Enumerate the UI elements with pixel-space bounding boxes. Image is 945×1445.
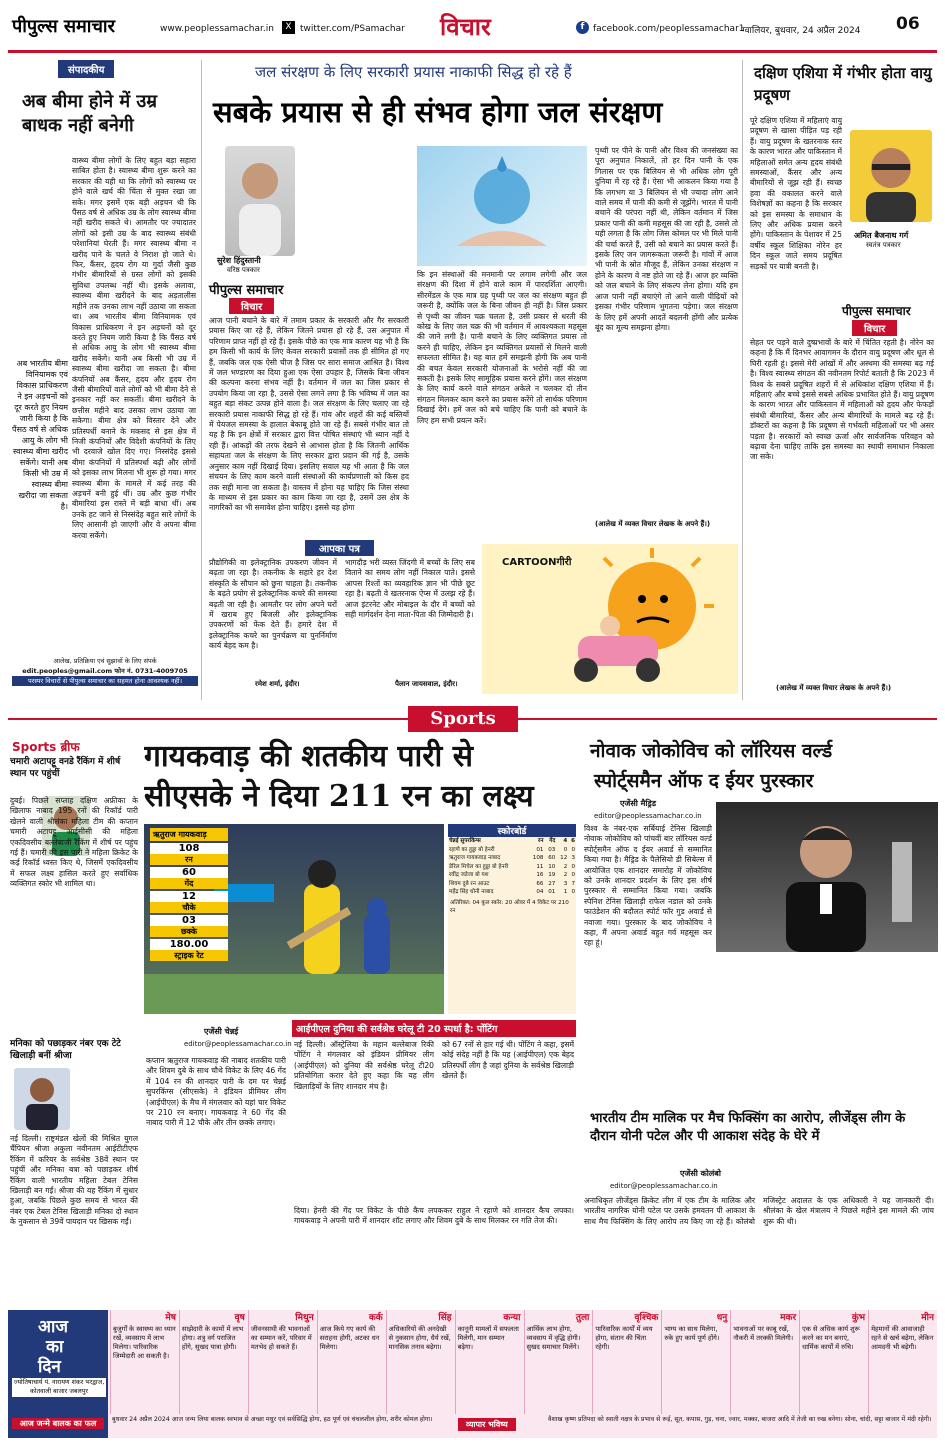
scoreboard-cell: ऋतुराज गायकवाड़ नाबाद (449, 855, 501, 861)
match-fixing-body: अनाधिकृत लीजेंड्स क्रिकेट लीग में एक टीम के मालिक और भारतीय नागरिक योनी पटेल पर उसके हमवतन पी आकाश के साथ मैच फिक्सिंग के लिए आरोप तय किए जा रहे हैं। कोलंबो मजिस्ट्रेट अदालत के एक अधिकारी ने यह जानकारी दी। श्रीलंका के खेल मंत्रालय ने पिछले महीने इस मामले की जांच शुरू की थी। (584, 1196, 934, 1226)
lead-col2: कि इन संस्थाओं की मनमानी पर लगाम लगेगी और जल संरक्षण की दिशा में होने वाले काम में पारदर्शिता आएगी। सीरमेंडल के एक मात्र ग्रह पृथ्वी पर जल का संरक्षण बहुत ही जरूरी है, क्योंकि जल के बिना जीवन ही नहीं है। जिस प्रकार से पृथ्वी का जीवन चक्र चलता है, उसी प्रकार से धरती की कोख के लिए जल चक्र की भी वर्तमान में आवश्यकता महसूस की जाने लगी है। पानी बचाने के लिए व्यक्तिगत प्रयास तो करने ही चाहिए, लेकिन इन व्यक्तिगत प्रयासों से मिलने वाली सफलता सीमित है। यह बात हमें समझनी होगी कि अब पानी की बचत केवल सरकारी योजनाओं के भरोसे नहीं की जा सकती है। इसके लिए सामूहिक प्रयास करने होंगे। जल संरक्षण के लिए कार्य करने वाले संगठन अकेले न चलकर दो तीन संगठन मिलकर काम करने का प्रयास करेंगे तो सार्थक परिणाम दिखाई देंगे। हमें जल को बचे चाहिए कि पानी को बचाने के लिए हम सभी प्रयत्न करें। (417, 270, 587, 425)
sports-byline: एजेंसी चेन्नई (204, 1027, 239, 1036)
match-fixing-byline: एजेंसी कोलंबो (680, 1169, 721, 1178)
sports-body-4: दिया। हेनरी की गेंद पर विकेट के पीछे कैच लपककर राहुल ने रहाणे को शानदार कैच लपका। गायकवाड़ ने अपनी पारी में शानदार शॉट लगाए और शिवम दुबे के साथ मिलकर रन गति तेज की। (294, 1206, 574, 1226)
djokovic-headline-1: नोवाक जोकोविच को लॉरियस वर्ल्ड (590, 740, 833, 762)
horoscope-sign-text: कानूनी मामलों में सफलता मिलेगी, मान सम्मान बढ़ेगा। (457, 1325, 519, 1351)
scoreboard-cell: 01 (548, 889, 556, 895)
sports-body-2: नई दिल्ली। ऑस्ट्रेलिया के महान बल्लेबाज रिकी पोंटिंग ने मंगलवार को इंडियन प्रीमियर लीग (आईपीएल) को दुनिया की सर्वश्रेष्ठ घरेलू टी20 प्रतियोगिता करार देते हुए कहा कि यह लीग खिलाड़ियों के लिए शानदार मंच है। (294, 1040, 434, 1091)
masthead-logo[interactable]: पीपुल्स समाचार (12, 16, 115, 37)
horoscope-sign-name: मकर (780, 1313, 797, 1323)
match-fixing-email[interactable]: editor@peoplessamachar.co.in (610, 1182, 718, 1190)
scoreboard-extra: अतिरिक्त: 04 कुल स्कोर: 20 ओवर में 4 विकेट पर 210 रन (450, 899, 569, 914)
water-hands-image (417, 146, 587, 266)
scoreboard-cell: गेंद (549, 838, 556, 844)
horoscope-footer: बुधवार 24 अप्रैल 2024 आज जन्म लिया बालक स्वभाव से अच्छा मधुर एवं सर्वसिद्धि होगा, हठ पूर्ण एवं चंचलशील होगा, शरीर कोमल होगा। (112, 1416, 433, 1423)
scoreboard-cell: 66 (536, 880, 544, 887)
brief-1-headline: चमारी अटापट्टू वनडे रैंकिंग में शीर्ष स्थान पर पहुंचीं (10, 757, 121, 779)
horoscope-sign-text: मेहमानों की आवाजाही रहने से खर्च बढ़ेगा, लेकिन आमदनी भी बढ़ेगी। (871, 1325, 934, 1351)
horoscope-title-line3: दिन (38, 1357, 61, 1377)
djokovic-byline: एजेंसी मैड्रिड (620, 799, 657, 808)
right-body-1: पूरे दक्षिण एशिया में महिलाएं वायु प्रदूषण से खासा पीड़ित पड़ रही हैं। वायु प्रदूषण के खतरनाक स्तर के कारण भारत और पाकिस्तान में महिलाओं समेत अन्य हृदय संबंधी समस्याओं, कैंसर और अन्य बीमारियों से जूझ रही हैं। स्वच्छ हवा की वकालत करने वाले विशेषज्ञों का कहना है कि सरकार को इस समस्या के समाधान के लिए और अधिक प्रयास करने होंगे। पाकिस्तान के पेशावर में 25 वर्षीय स्कूल शिक्षिका नोरेन हर दिन स्कूल जाते समय प्रदूषित सड़कों पर यात्री बनती है। (750, 116, 842, 271)
match-fixing-story (580, 1110, 938, 1304)
horoscope-title-line2: का (46, 1337, 64, 1357)
djokovic-body: विश्व के नंबर-एक सर्बियाई टेनिस खिलाड़ी नोवाक जोकोविच को पांचवीं बार लॉरियस वर्ल्ड स्पोर्ट्समैन ऑफ द ईयर अवार्ड से सम्मानित किया गया है। मैड्रिड के पैलेसियो डी सिबेल्स में आयोजित एक शानदार समारोह में जोकोविच को उनके शानदार प्रदर्शन के लिए इस शीर्ष पुरस्कार से सम्मानित किया गया। जबकि स्पेनिश टेनिस खिलाड़ी राफेल नडाल को उनके फाउंडेशन की बदौलत स्पोर्ट फॉर गुड अवार्ड से नवाजा गया। पुरस्कार के बाद जोकोविच ने कहा, मैं अपना अवार्ड बहुत गर्व महसूस कर रहा हूं। (584, 824, 712, 948)
scoreboard-cell: महेंद्र सिंह धोनी नाबाद (449, 889, 494, 895)
right-logo: पीपुल्स समाचार (842, 304, 911, 318)
brief-1-body: दुबई। पिछले सप्ताह दक्षिण अफ्रीका के खिलाफ नाबाद 195 रनों की रिकॉर्ड पारी खेलने वाली श्रीलंका महिला टीम की कप्तान चमारी अटापट्टू आईसीसी की महिला एकदिवसीय बल्लेबाजी रैंकिंग में शीर्ष पर पहुंच गई हैं। चमारी की इस पारी ने महिला क्रिकेट के कई रिकॉर्ड ध्वस्त किए थे, जिसमें एकदिवसीय में सफल लक्ष्य हासिल करते हुए सर्वाधिक व्यक्तिगत स्कोर भी शामिल था। (10, 796, 138, 889)
scoreboard-cell: 108 (532, 855, 544, 861)
website-link[interactable]: www.peoplessamachar.in (160, 24, 274, 34)
table-tennis-player-icon (14, 1068, 70, 1130)
scoreboard-cell: 03 (548, 846, 556, 853)
horoscope-sign-text: भाग्य का साथ मिलेगा, रुके हुए कार्य पूर्ण होंगे। (664, 1325, 720, 1342)
astrologer: ज्योतिषाचार्य पं. नारायण शंकर भरद्वाज, कोतवाली बाजार जबलपुर (12, 1378, 106, 1397)
horoscope-sign (455, 1310, 523, 1414)
scoreboard-cell: 7 (571, 880, 575, 887)
lead-author-role: वरिष्ठ पत्रकार (227, 266, 260, 274)
editorial-body: वास्थ्य बीमा लोगों के लिए बहुत बड़ा सहारा साबित होता है। स्वास्थ्य बीमा शुरू करने का सरकार की यही था कि लोगों को स्वास्थ्य पर होने वाले खर्च की चिंता से मुक्त रखा जा सके। मगर इसमें एक बड़ी अड़चन थी कि पैंसठ वर्ष से अधिक उम्र के लोग स्वास्थ्य बीमा नहीं खरीद सकते थे। आमतौर पर ज्यादातर लोगों को इसी उम्र के बाद स्वास्थ्य संबंधी परेशानियां घेरती हैं। मगर स्वास्थ्य बीमा न खरीद पाने के चलते वे निराश हो जाते थे। फिर, कैंसर, हृदय रोग या गुर्दा जैसी कुछ गंभीर बीमारियों से ग्रस्त लोगों को इसकी सुविधा उपलब्ध नहीं थी। इसके अलावा, स्वास्थ्य बीमा खरीदने के बाद अड़तालीस महीने तक उनका लाभ नहीं उठाया जा सकता था। अब भारतीय बीमा विनियामक एवं विकास प्राधिकरण ने इन अड़चनों को दूर करते हुए नियम जारी किया है कि पैंसठ वर्ष से अधिक आयु के लोग भी स्वास्थ्य बीमा खरीद सकेंगे। यानी अब किसी भी उम्र में स्वास्थ्य बीमा खरीदा जा सकता है। बीमा कंपनियों अब कैंसर, हृदय और हृदय रोग जैसी बीमारियों वाले लोगों को भी बीमा देने से इनकार नहीं कर सकतीं। बीमा खरीदने के छत्तीस महीने बाद उसका लाभ उठाया जा सकेगा। बीमा क्षेत्र को विस्तार देने और प्रतिस्पर्धी बनाने के मकसद से इस क्षेत्र में निजी कंपनियों और विदेशी कंपनियों के लिए भी दरवाजे खोल दिए गए। निस्संदेह इससे बीमा कंपनियों में प्रतिस्पर्धा बढ़ी और लोगों को इसका लाभ मिलना भी शुरू हो गया। मगर स्वास्थ्य बीमा के मामले में कई तरह की अड़चनें बनी हुई थीं। उम्र और कुछ गंभीर बीमारियां इस रास्ते में बड़ी बाधा थीं। अब उनके हट जाने से निस्संदेह बहुत सारे लोगों के लिए आसानी हो जाएगी और वे अपना बीमा करवा सकेंगे। (72, 156, 196, 540)
scoreboard-cell: शिवम दुबे रन आउट (449, 880, 490, 887)
djokovic-portrait-icon (716, 802, 938, 952)
horoscope-sign-name: कर्क (368, 1313, 383, 1323)
match-fixing-headline: भारतीय टीम मालिक पर मैच फिक्सिंग का आरोप, लीजेंड्स लीग के दौरान योनी पटेल और पी आकाश संदेह के घेरे में (590, 1111, 906, 1144)
scoreboard-cell: 04 (536, 889, 544, 895)
scoreboard-row (448, 837, 576, 846)
letters-title: आपका पत्र (305, 540, 374, 556)
horoscope-sign-text: आर्थिक लाभ होगा, व्यवसाय में वृद्धि होगी। सुखद समाचार मिलेंगे। (526, 1325, 581, 1351)
stat-value: 60 (150, 867, 228, 878)
sports-main-headline-1: गायकवाड़ की शतकीय पारी से (144, 739, 474, 774)
horoscope-sign-text: बुजुर्गों के स्वास्थ्य का ध्यान रखें, व्यवसाय में लाभ मिलेगा। पारिवारिक जिम्मेदारी आ सकती है। (113, 1325, 176, 1360)
scoreboard-cell: 2 (563, 863, 568, 870)
lead-logo-tag: विचार (229, 298, 274, 314)
right-author-role: स्वतंत्र पत्रकार (866, 241, 901, 249)
stat-value: 180.00 (150, 939, 228, 950)
horoscope-sign-text: जीवनसाथी की भावनाओं का सम्मान करें, परिवार में मतभेद हो सकते हैं। (250, 1325, 312, 1351)
editorial-footer (12, 656, 198, 686)
horoscope-sign-name: धनु (716, 1313, 728, 1323)
lead-logo: पीपुल्स समाचार (209, 283, 284, 298)
scoreboard-cell: डेरिल मिचेल का हुड्डा बो हेनरी (449, 863, 509, 870)
right-body-2: सेहत पर पड़ने वाले दुष्प्रभावों के बारे में चिंतित रहती है। नोरेन का कहना है कि मैं दिनभर आवागमन के दौरान वायु प्रदूषण और धूल से घिरी रहती हूं। इससे मेरी आंखों में और अस्थमा की समस्या बढ़ गई है। विश्व स्वास्थ्य संगठन की नवीनतम रिपोर्ट बताती है कि 2023 में विश्व के सबसे प्रदूषित शहरों में से अधिकांश दक्षिण एशिया में हैं। महिलाएं और बच्चे इससे सबसे अधिक प्रभावित होते हैं। वायु प्रदूषण के कारण भारत और पाकिस्तान में महिलाओं को हृदय और फेफड़ों संबंधी बीमारियां, कैंसर और अन्य बीमारियों के मामले बढ़ रहे हैं। डॉक्टरों का कहना है कि प्रदूषण से गर्भवती महिलाओं पर भी असर पड़ता है। सरकारों को स्वच्छ ऊर्जा और सार्वजनिक परिवहन को बढ़ावा देना चाहिए ताकि इस समस्या का स्थायी समाधान निकाला जा सके। (750, 338, 934, 462)
horoscope-sign-name: तुला (575, 1313, 590, 1323)
section-title: विचार (440, 12, 491, 41)
horoscope-sign (248, 1310, 316, 1414)
sports-brief (8, 738, 140, 1304)
author-portrait-icon (225, 146, 295, 256)
twitter-link[interactable]: twitter.com/PSamachar (300, 24, 405, 34)
lead-col3: पृथ्वी पर पीने के पानी और विश्व की जनसंख्या का पूरा अनुपात निकालें, तो हर दिन पानी के एक गिलास पर एक बिलियन से भी अधिक लोग पूरी दुनिया में रह रहे हैं। ऐसा भी आकलन किया गया है कि लगभग या 3 बिलियन से भी ज्यादा लोग आने वाले समय में पानी की कमी से जूझेंगे। भारत में पानी बचाने की परंपरा नहीं थी, लेकिन वर्तमान में जिस प्रकार पानी की कमी महसूस की जा रही है, उससे तो यही लगता है कि लोग जिस कोमल पर भी मिले पानी की चर्चा करते हैं, उसी को बचाने का प्रयास करते हैं। इसके लिए जन जागरूकता जरूरी है। गांवों में आज भी पानी के स्रोत मौजूद हैं, लेकिन उनका संरक्षण न होने के कारण वे नष्ट होते जा रहे हैं। आज हर व्यक्ति को जल बचाने के लिए संकल्प लेना होगा। यदि हम आज पानी नहीं बचाएंगे तो आने वाली पीढ़ियों को इसका गंभीर परिणाम भुगतना पड़ेगा। जल संरक्षण के लिए हमें अपनी आदतें बदलनी होंगी और प्रत्येक बूंद का मूल्य समझना होगा। (595, 146, 738, 332)
horoscope-sign-text: भावनाओं पर काबू रखें, नौकरी में तरक्की मिलेगी। (733, 1325, 794, 1342)
scoreboard-cell: 27 (548, 880, 556, 887)
scoreboard-table (448, 837, 576, 897)
djokovic-email[interactable]: editor@peoplessamachar.co.in (594, 812, 702, 820)
horoscope-sign-text: आज किये गए कार्य की सराहना होगी, अटका धन मिलेगा। (319, 1325, 380, 1351)
scoreboard-cell: रवींद्र जडेजा बो यश (449, 872, 489, 878)
letter-2-signature: पैलान जायसवाल, इंदौर। (395, 680, 458, 688)
scoreboard-cell: 19 (548, 872, 556, 878)
sports-body-1: कप्तान ऋतुराज गायकवाड़ की नाबाद शतकीय पारी और शिवम दुबे के साथ चौथे विकेट के लिए 46 गेंद में 104 रन की शानदार पारी के दम पर चेन्नई सुपरकिंग्स (सीएसके) ने इंडियन प्रीमियर लीग (आईपीएल) के मैच में मंगलवार को यहां चार विकेट पर 210 रन बनाए। गायकवाड़ ने 60 गेंद की नाबाद पारी में 12 चौके और तीन छक्के लगाए। (146, 1056, 286, 1128)
facebook-link[interactable]: facebook.com/peoplessamachar1 (593, 24, 745, 34)
scoreboard-row (448, 863, 576, 872)
scoreboard-cell: 6 (571, 838, 575, 844)
scoreboard-cell: 01 (536, 846, 544, 853)
scoreboard-cell: 0 (571, 863, 575, 870)
facebook-icon: f (576, 21, 589, 34)
stat-label: छक्के (150, 926, 228, 937)
scoreboard-cell: 1 (563, 889, 568, 895)
editorial-tag: संपादकीय (58, 60, 114, 78)
scoreboard-cell: रन (538, 838, 544, 844)
scoreboard-cell: 2 (563, 872, 568, 878)
horoscope-sign (661, 1310, 729, 1414)
scoreboard-row (448, 854, 576, 863)
editorial-footer-email[interactable]: edit.peoples@gmail.com फोन नं. 0731-4009705 (22, 667, 188, 675)
editorial-footer-contact: आलेख, प्रतिक्रिया एवं सुझावों के लिए संपर्क (53, 657, 157, 665)
sports-banner (8, 706, 937, 732)
horoscope-sign (799, 1310, 867, 1414)
scoreboard-cell: 11 (536, 863, 544, 870)
editorial-headline: अब बीमा होने में उम्र बाधक नहीं बनेगी (22, 91, 158, 136)
market-text: वैशाख कृष्ण प्रतिपदा को स्वाती नक्षत्र के प्रभाव से रूई, सूत, कपास, गुड़, चना, ज्वार, मक्का, बाजरा आदि में तेजी का रुख बनेगा। सोना, चांदी, सट्टा बाजार में मंदी रहेगी। (548, 1416, 932, 1423)
brief-2-photo (14, 1068, 70, 1130)
stat-value: 108 (150, 843, 228, 854)
scoreboard-cell: 10 (548, 863, 556, 870)
right-logo-tag: विचार (852, 320, 897, 336)
cartoon (482, 544, 738, 694)
sports-title: Sports (408, 706, 518, 732)
lead-headline: सबके प्रयास से ही संभव होगा जल संरक्षण (213, 95, 663, 129)
lead-author: सुरेश हिंदुस्तानी (217, 256, 261, 265)
horoscope-sign (592, 1310, 660, 1414)
horoscope (8, 1310, 937, 1438)
player-name: ऋतुराज गायकवाड़ (150, 828, 228, 841)
horoscope-sign-name: कन्या (503, 1313, 521, 1323)
sports-main-headline-2: सीएसके ने दिया 211 रन का लक्ष्य (144, 779, 534, 814)
scoreboard-row (448, 871, 576, 880)
scoreboard-cell: 60 (548, 855, 556, 861)
horoscope-sign (110, 1310, 178, 1414)
scoreboard-cell: 3 (571, 855, 575, 861)
scoreboard-row (448, 888, 576, 897)
djokovic-body-continued (716, 956, 936, 1036)
lead-col1-top (323, 146, 409, 314)
scoreboard-cell: चेन्नई सुपरकिंग्स (449, 838, 481, 844)
horoscope-sign (730, 1310, 798, 1414)
letter-2: भागदौड़ भरी व्यस्त जिंदगी में बच्चों के लिए सब विताने का समय लोग नहीं निकाल पाते। इससे आपस रिश्तों का व्यवहारिक ज्ञान भी पीछे छूट रहा है। बढ़ती वे खतरनाक ऐप्स में उलझ रहे हैं। आज इंटरनेट और मोबाइल के दौर में बच्चों को सही मार्गदर्शन देना माता-पिता की जिम्मेदारी है। (345, 558, 475, 620)
scoreboard-cell: रहाणे का हुड्डा बो हेनरी (449, 846, 495, 853)
horoscope-signs (110, 1310, 937, 1414)
globe-water-icon (417, 146, 587, 266)
market-label: व्यापार भविष्य (458, 1418, 516, 1431)
scoreboard-cell: 16 (536, 872, 544, 878)
horoscope-sign-text: एक से अधिक कार्य शुरू करने का मन बनाएं, धार्मिक कार्यों में रुचि। (802, 1325, 860, 1351)
right-article (746, 58, 938, 704)
letters (205, 540, 477, 700)
stats-list (150, 843, 228, 961)
scoreboard-cell: 4 (563, 838, 568, 844)
scoreboard-title: स्कोरबोर्ड (448, 824, 576, 837)
letter-1: प्रौद्योगिकी वा इलेक्ट्रानिक उपकरण जीवन में बढ़ता जा रहा है। तकनीक के सहारे हर देश संस्कृति के सौपान को छुना चाहता है। तकनीक के बढ़ते प्रयोग से इलेक्ट्रानिक कचरे की समस्या बढ़ती जा रही है। आमतौर पर लोग अपने घरों में खराब हुए बिजली और इलेक्ट्रानिक उपकरणों को फेंक देते हैं। हमारे देश में इलेक्ट्रानिक कचरे का पुनर्चक्रण या पुनर्निर्माण कार्य बेहद कम है। (209, 558, 337, 651)
horoscope-sign-text: अधिकारियों की अनदेखी से नुकसान होगा, धैर्य रखें, मानसिक तनाव बढ़ेगा। (388, 1325, 451, 1351)
horoscope-sign-name: मीन (921, 1313, 934, 1323)
editorial-footer-disclaimer: परस्पर विचारों से पीपुल्स समाचार का सहमत होना आवश्यक नहीं। (12, 676, 198, 686)
stat-label: स्ट्राइक रेट (150, 950, 228, 961)
horoscope-sign (524, 1310, 592, 1414)
scoreboard-cell: 12 (560, 855, 568, 861)
stat-label: रन (150, 854, 228, 865)
horoscope-sign (868, 1310, 936, 1414)
scoreboard-row (448, 880, 576, 889)
horoscope-sign-name: वृश्चिक (634, 1313, 659, 1323)
scoreboard-cell: 0 (571, 846, 575, 853)
horoscope-sign (179, 1310, 247, 1414)
scoreboard-row (448, 846, 576, 855)
right-author-portrait-icon (850, 130, 932, 222)
stat-value: 03 (150, 915, 228, 926)
dateline: ग्वालियर, बुधवार, 24 अप्रैल 2024 (742, 26, 861, 36)
page-number: 06 (896, 14, 920, 34)
ipl-subhead: आईपीएल दुनिया की सर्वश्रेष्ठ घरेलू टी 20 स्पर्धा है: पोंटिंग (292, 1020, 576, 1037)
masthead-rule (8, 50, 937, 53)
lead-kicker: जल संरक्षण के लिए सरकारी प्रयास नाकाफी सिद्ध हो रहे हैं (255, 63, 572, 81)
brief-2-headline: मनिका को पछाड़कर नंबर एक टेटे खिलाड़ी बनीं श्रीजा (10, 1039, 121, 1061)
lead-article (205, 58, 740, 538)
right-author: अमित बैजनाथ गर्ग (854, 231, 909, 240)
horoscope-sign-name: कुंभ (851, 1313, 866, 1323)
stat-value: 12 (150, 891, 228, 902)
column-rule (201, 60, 202, 700)
stat-label: चौके (150, 902, 228, 913)
brief-2-body: नई दिल्ली। राष्ट्रमंडल खेलों की मिश्रित युगल चैंपियन श्रीजा अकुला नवीनतम आईटीटीएफ रैंकिंग में करियर के सर्वश्रेष्ठ 38वें स्थान पर पहुंचीं और मनिका बत्रा को पछाड़कर शीर्ष रैंकिंग वाली भारतीय महिला टेबल टेनिस खिलाड़ी बन गईं। श्रीजा की यह रैंकिंग में सुधार हुआ, जबकि पिछले कुछ समय से भारत की नंबर एक टेबल टेनिस खिलाड़ी मनिका दो स्थान के नुकसान से 39वें पायदान पर खिसक गईं। (10, 1134, 138, 1227)
masthead (0, 0, 945, 56)
scoreboard-cell: 0 (571, 872, 575, 878)
right-disclaimer: (आलेख में व्यक्त विचार लेखक के अपने हैं।) (776, 684, 892, 692)
editorial-pullquote: अब भारतीय बीमा विनियामक एवं विकास प्राधिकरण ने इन अड़चनों को दूर करते हुए नियम जारी किया है कि पैंसठ वर्ष से अधिक आयु के लोग भी स्वास्थ्य बीमा खरीद सकेंगे। यानी अब किसी भी उम्र में स्वास्थ्य बीमा खरीदा जा सकता है। (12, 359, 68, 511)
horoscope-sign-name: मिथुन (295, 1313, 314, 1323)
author-photo (225, 146, 295, 256)
player-stats-panel (150, 828, 228, 961)
djokovic-headline-2: स्पोर्ट्समैन ऑफ द ईयर पुरस्कार (594, 770, 814, 792)
horoscope-sign (317, 1310, 385, 1414)
scoreboard-cell: 3 (563, 880, 568, 887)
sports-body-3: को 67 रनों से हार गई थी। पोंटिंग ने कहा, इसमें कोई संदेह नहीं है कि यह (आईपीएल) एक बेहद प्रतिस्पर्धी लीग है जहां दुनिया के सर्वश्रेष्ठ खिलाड़ी खेलते हैं। (442, 1040, 574, 1081)
horoscope-sign-name: वृष (234, 1313, 245, 1323)
lead-col1: आज पानी बचाने के बारे में तमाम प्रकार के सरकारी और गैर सरकारी प्रयास किए जा रहे हैं, लेकिन जितने प्रयास हो रहे हैं, उस अनुपात में परिणाम प्राप्त नहीं हो रहे हैं। इसके पीछे का एक मात्र कारण यह भी है कि हम किसी भी कार्य के लिए केवल सरकारी प्रयासों तक ही सीमित हो गए हैं, जबकि जल एक ऐसी चीज है जिस पर सारा समाज आश्रित है। विश्व में जल भण्डारण का दिया हुआ एक ऐसा उपहार है, जिसके बिना जीवन की कल्पना करना संभव नहीं है। वर्तमान में जल का जिस प्रकार से उपयोग किया जा रहा है, उससे ऐसा लगने लगा है कि भविष्य में जल का बहुत बड़ा संकट उत्पन्न होने वाला है। जल संरक्षण के लिए चलाए जा रहे सरकारी प्रयास नाकाफी सिद्ध हो रहे हैं। गांव और शहरों की कई बस्तियों में पेयजल समस्या के हालात बेकाबू होते जा रहे हैं। सबसे गंभीर बात तो यह है कि इन क्षेत्रों में सरकार द्वारा वित्त पोषित संस्थाएं भी ध्यान नहीं दे रही हैं। आंकड़ों की तरफ देखने से आभास होता है कि जितनी आर्थिक सहायता जल के संरक्षण के लिए सरकार द्वारा प्रदान की गई है, उसके अनुसार काम नहीं दिखाई दिया। इसलिए सवाल यह भी आता है कि जल संचयन के लिए काम करने वाली संस्थाओं की कार्यप्रणाली को किस हद तक सही माना जा सकता है। वास्तव में होना यह चाहिए कि जिस संस्था के माध्यम से इस प्रकार का काम किया जा रहा है, उसमें उस क्षेत्र के नागरिकों का भी समावेश होना चाहिए। इससे यह होगा (209, 316, 409, 513)
sports-brief-title: Sports ब्रीफ (12, 740, 80, 754)
sports-email[interactable]: editor@peoplessamachar.co.in (184, 1040, 292, 1048)
twitter-icon: X (282, 21, 295, 34)
horoscope-sign (386, 1310, 454, 1414)
horoscope-sign-text: पारिवारिक कार्यों में व्यय होगा, संतान की चिंता रहेगी। (595, 1325, 653, 1351)
horoscope-sign-text: साझेदारी के कामों में लाभ होगा। शत्रु वर्ग पराजित होंगे, सुखद यात्रा होगी। (181, 1325, 244, 1351)
horoscope-sign-name: सिंह (438, 1313, 452, 1323)
scoreboard-cell: 0 (563, 846, 568, 853)
column-rule (742, 60, 743, 700)
scoreboard-cell: 0 (571, 889, 575, 895)
scoreboard (448, 824, 576, 1014)
horoscope-title-box (8, 1310, 108, 1438)
sports-main (144, 738, 576, 1304)
right-headline: दक्षिण एशिया में गंभीर होता वायु प्रदूषण (754, 64, 932, 104)
djokovic-photo (716, 802, 938, 952)
right-author-photo (850, 130, 932, 222)
kids-label: आज जन्मे बालक का फल (12, 1418, 104, 1429)
lead-disclaimer: (आलेख में व्यक्त विचार लेखक के अपने हैं।) (595, 520, 711, 528)
sun-scooter-cartoon-icon (482, 544, 738, 694)
horoscope-title-line1: आज (38, 1317, 68, 1337)
letter-1-signature: रमेश शर्मा, इंदौर। (255, 680, 300, 688)
horoscope-sign-name: मेष (165, 1313, 176, 1323)
stat-label: गेंद (150, 878, 228, 889)
editorial (8, 58, 198, 698)
djokovic-story (580, 738, 938, 1038)
cartoon-label: CARTOONगीरी (502, 557, 572, 568)
